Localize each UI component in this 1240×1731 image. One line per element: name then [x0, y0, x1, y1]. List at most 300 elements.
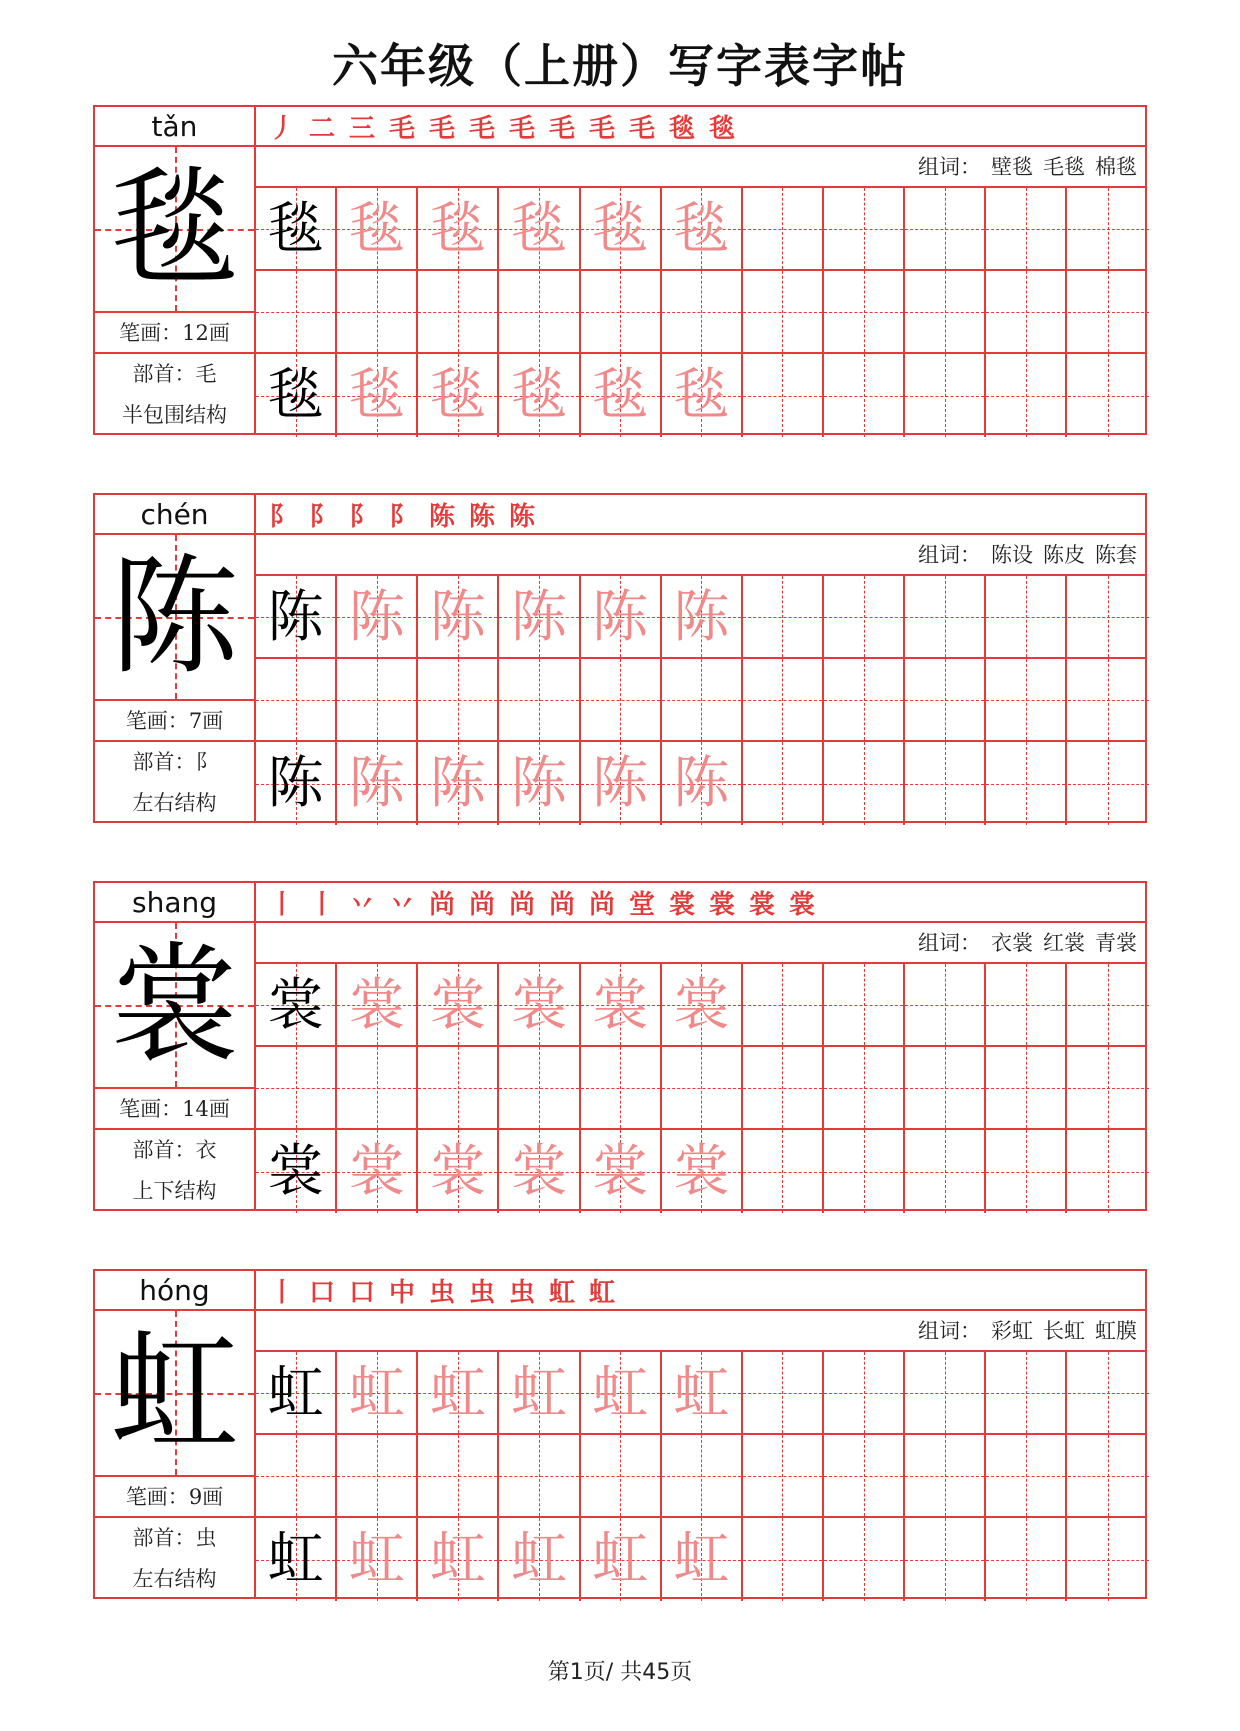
model-character-cell: [95, 1311, 254, 1477]
radical: [95, 354, 254, 395]
writing-cell[interactable]: [418, 1047, 499, 1128]
writing-cell[interactable]: [581, 188, 662, 269]
writing-cell[interactable]: [337, 576, 418, 657]
trace-character: 陈: [592, 585, 649, 650]
stroke-count: [95, 1089, 254, 1130]
stroke-step: 毛: [548, 113, 575, 144]
words-label: 组词：: [918, 543, 981, 567]
character-block: [93, 105, 1147, 435]
writing-cell[interactable]: [905, 1047, 986, 1128]
grid-row: [256, 1047, 1145, 1130]
writing-cell[interactable]: [499, 354, 580, 437]
trace-character: 毯: [592, 363, 649, 428]
trace-character: 毯: [429, 197, 486, 262]
trace-character: 陈: [511, 585, 567, 650]
stroke-step: 虹: [548, 1277, 575, 1308]
stroke-step: 丨: [308, 889, 335, 920]
stroke-step: 尚: [428, 889, 455, 920]
stroke-count: [95, 701, 254, 742]
stroke-step: 丨: [268, 1277, 295, 1308]
grid-row: [256, 659, 1145, 742]
writing-cell[interactable]: [824, 659, 905, 740]
writing-cell[interactable]: [256, 964, 337, 1045]
writing-cell[interactable]: [986, 188, 1067, 269]
writing-cell[interactable]: [824, 1435, 905, 1516]
writing-cell[interactable]: [581, 742, 662, 825]
writing-cell[interactable]: [986, 659, 1067, 740]
model-character-cell: [95, 147, 254, 313]
writing-cell[interactable]: [905, 964, 986, 1045]
words-label: 组词：: [918, 1319, 981, 1343]
writing-cell[interactable]: [824, 271, 905, 352]
writing-cell[interactable]: [337, 742, 418, 825]
grid-row: [256, 1435, 1145, 1518]
writing-cell[interactable]: [499, 964, 580, 1045]
word-examples: [256, 923, 1145, 964]
trace-character: 虹: [511, 1527, 567, 1592]
stroke-step: 虫: [508, 1277, 535, 1308]
writing-cell[interactable]: [905, 659, 986, 740]
word-example: 陈皮: [1043, 543, 1085, 567]
trace-character: 裳: [511, 973, 567, 1038]
trace-character: 毯: [592, 197, 649, 262]
writing-cell[interactable]: [256, 271, 337, 352]
model-character-cell: [95, 923, 254, 1089]
trace-character: 陈: [429, 751, 486, 816]
writing-cell[interactable]: [905, 354, 986, 437]
writing-cell[interactable]: [905, 742, 986, 825]
writing-cell[interactable]: [824, 354, 905, 437]
writing-cell[interactable]: [824, 964, 905, 1045]
writing-cell[interactable]: [418, 659, 499, 740]
radical-label: 部首：: [132, 1526, 196, 1550]
stroke-count-label: 笔画：: [125, 1485, 189, 1509]
writing-cell[interactable]: [824, 576, 905, 657]
writing-cell[interactable]: [499, 1518, 580, 1601]
stroke-step: 中: [388, 1277, 415, 1308]
writing-cell[interactable]: [662, 1352, 743, 1433]
word-example: 陈设: [991, 543, 1033, 567]
writing-cell[interactable]: [1068, 742, 1149, 825]
stroke-step: 尚: [548, 889, 575, 920]
writing-cell[interactable]: [743, 1047, 824, 1128]
word-examples: [256, 147, 1145, 188]
trace-character: 毯: [511, 197, 567, 262]
writing-cell[interactable]: [986, 964, 1067, 1045]
page-title: 六年级（上册）写字表字帖: [332, 39, 908, 93]
stroke-step: 口: [348, 1277, 375, 1308]
writing-cell[interactable]: [581, 1047, 662, 1128]
writing-cell[interactable]: [581, 271, 662, 352]
word-example: 毛毯: [1043, 155, 1085, 179]
stroke-count-value: 7画: [188, 709, 224, 733]
writing-cell[interactable]: [418, 354, 499, 437]
writing-cell[interactable]: [1068, 188, 1149, 269]
writing-cell[interactable]: [824, 1130, 905, 1213]
writing-cell[interactable]: [337, 354, 418, 437]
stroke-order-row: [256, 1271, 1145, 1311]
stroke-order-row: [256, 107, 1145, 147]
word-example: 虹膜: [1095, 1319, 1137, 1343]
writing-cell[interactable]: [986, 576, 1067, 657]
radical-label: 部首：: [132, 1138, 196, 1162]
trace-character: 陈: [673, 585, 730, 650]
stroke-step: 毛: [468, 113, 495, 144]
practice-grid: [256, 964, 1145, 1209]
writing-cell[interactable]: [418, 1130, 499, 1213]
writing-cell[interactable]: [256, 659, 337, 740]
stroke-step: 堂: [628, 889, 655, 920]
pinyin: tǎn: [95, 107, 254, 147]
stroke-step: 毯: [708, 113, 735, 144]
writing-cell[interactable]: [337, 1518, 418, 1601]
writing-cell[interactable]: [743, 1518, 824, 1601]
writing-cell[interactable]: [1068, 1047, 1149, 1128]
writing-cell[interactable]: [581, 1518, 662, 1601]
stroke-step: 裳: [708, 889, 735, 920]
trace-character: 虹: [348, 1361, 405, 1426]
structure: 左右结构: [132, 791, 217, 815]
words-label: 组词：: [918, 931, 981, 955]
writing-cell[interactable]: [1068, 1435, 1149, 1516]
writing-cell[interactable]: [256, 188, 337, 269]
writing-cell[interactable]: [905, 271, 986, 352]
stroke-step: 毛: [508, 113, 535, 144]
info-column: [95, 1271, 256, 1597]
writing-cell[interactable]: [337, 271, 418, 352]
trace-character: 陈: [429, 585, 486, 650]
writing-cell[interactable]: [662, 742, 743, 825]
trace-character: 毯: [673, 197, 730, 262]
stroke-count-label: 笔画：: [119, 1097, 183, 1121]
writing-cell[interactable]: [337, 659, 418, 740]
model-character: 虹: [267, 1361, 324, 1426]
stroke-step: 尚: [588, 889, 615, 920]
writing-cell[interactable]: [743, 659, 824, 740]
stroke-step: 虹: [588, 1277, 615, 1308]
radical-value: 阝: [195, 750, 217, 774]
trace-character: 毯: [348, 197, 405, 262]
writing-cell[interactable]: [256, 576, 337, 657]
writing-cell[interactable]: [256, 1518, 337, 1601]
writing-cell[interactable]: [337, 964, 418, 1045]
writing-cell[interactable]: [1068, 1518, 1149, 1601]
writing-cell[interactable]: [499, 576, 580, 657]
writing-cell[interactable]: [418, 964, 499, 1045]
model-character: 裳: [110, 931, 239, 1080]
word-examples: [256, 535, 1145, 576]
writing-cell[interactable]: [337, 1047, 418, 1128]
trace-character: 毯: [348, 363, 405, 428]
character-block: [93, 493, 1147, 823]
word-example: 青裳: [1095, 931, 1137, 955]
radical-value: 衣: [195, 1138, 217, 1162]
writing-cell[interactable]: [743, 354, 824, 437]
trace-character: 裳: [592, 973, 649, 1038]
pinyin: hóng: [95, 1271, 254, 1311]
writing-cell[interactable]: [986, 1130, 1067, 1213]
stroke-order-row: [256, 883, 1145, 923]
grid-row: [256, 1352, 1145, 1435]
writing-cell[interactable]: [1068, 659, 1149, 740]
writing-cell[interactable]: [662, 659, 743, 740]
stroke-step: 二: [308, 113, 335, 144]
stroke-step: 裳: [788, 889, 815, 920]
writing-cell[interactable]: [256, 1435, 337, 1516]
trace-character: 虹: [348, 1527, 405, 1592]
writing-cell[interactable]: [418, 188, 499, 269]
model-character: 毯: [267, 197, 324, 262]
structure: 半包围结构: [122, 403, 227, 427]
writing-cell[interactable]: [905, 188, 986, 269]
writing-cell[interactable]: [824, 742, 905, 825]
trace-character: 裳: [592, 1139, 649, 1204]
writing-cell[interactable]: [986, 742, 1067, 825]
page-footer: 第1页/ 共45页: [547, 1660, 693, 1685]
model-character: 毯: [267, 363, 324, 428]
writing-cell[interactable]: [743, 1435, 824, 1516]
writing-cell[interactable]: [581, 576, 662, 657]
writing-cell[interactable]: [256, 354, 337, 437]
writing-cell[interactable]: [824, 1518, 905, 1601]
stroke-step: 毛: [428, 113, 455, 144]
stroke-step: 毛: [628, 113, 655, 144]
writing-cell[interactable]: [256, 1130, 337, 1213]
writing-cell[interactable]: [581, 354, 662, 437]
writing-cell[interactable]: [905, 1435, 986, 1516]
writing-cell[interactable]: [337, 1435, 418, 1516]
grid-row: [256, 1518, 1145, 1601]
model-character: 裳: [267, 973, 324, 1038]
word-example: 陈套: [1095, 543, 1137, 567]
model-character: 陈: [110, 543, 239, 692]
writing-cell[interactable]: [743, 576, 824, 657]
writing-cell[interactable]: [499, 1130, 580, 1213]
trace-character: 裳: [348, 1139, 405, 1204]
stroke-step: 尚: [468, 889, 495, 920]
writing-cell[interactable]: [499, 271, 580, 352]
model-character-cell: [95, 535, 254, 701]
grid-row: [256, 354, 1145, 437]
word-example: 红裳: [1043, 931, 1085, 955]
stroke-count-value: 12画: [182, 321, 230, 345]
writing-cell[interactable]: [905, 576, 986, 657]
stroke-step: 虫: [468, 1277, 495, 1308]
grid-row: [256, 576, 1145, 659]
character-block: [93, 1269, 1147, 1599]
trace-character: 陈: [673, 751, 730, 816]
writing-cell[interactable]: [662, 1047, 743, 1128]
writing-cell[interactable]: [986, 1518, 1067, 1601]
radical-value: 虫: [195, 1526, 217, 1550]
trace-character: 虹: [673, 1527, 730, 1592]
writing-cell[interactable]: [337, 1352, 418, 1433]
stroke-step: 丷: [388, 889, 415, 920]
writing-cell[interactable]: [581, 1435, 662, 1516]
radical: [95, 1130, 254, 1171]
writing-cell[interactable]: [1068, 1352, 1149, 1433]
stroke-step: 裳: [748, 889, 775, 920]
writing-cell[interactable]: [499, 659, 580, 740]
writing-cell[interactable]: [824, 188, 905, 269]
stroke-step: 裳: [668, 889, 695, 920]
stroke-count-value: 9画: [188, 1485, 224, 1509]
stroke-order-row: [256, 495, 1145, 535]
trace-character: 虹: [673, 1361, 730, 1426]
writing-cell[interactable]: [337, 188, 418, 269]
stroke-step: 尚: [508, 889, 535, 920]
grid-row: [256, 964, 1145, 1047]
stroke-count-label: 笔画：: [125, 709, 189, 733]
writing-cell[interactable]: [662, 1435, 743, 1516]
trace-character: 陈: [348, 751, 405, 816]
structure: 上下结构: [132, 1179, 217, 1203]
stroke-step: 丿: [268, 113, 295, 144]
writing-cell[interactable]: [986, 1047, 1067, 1128]
word-example: 彩虹: [991, 1319, 1033, 1343]
writing-cell[interactable]: [986, 1352, 1067, 1433]
writing-cell[interactable]: [256, 742, 337, 825]
model-character: 陈: [267, 751, 324, 816]
info-column: [95, 883, 256, 1209]
stroke-step: 陈: [428, 501, 455, 532]
writing-cell[interactable]: [662, 188, 743, 269]
stroke-step: 阝: [388, 501, 415, 532]
writing-cell[interactable]: [256, 1047, 337, 1128]
writing-cell[interactable]: [905, 1518, 986, 1601]
writing-cell[interactable]: [499, 742, 580, 825]
writing-cell[interactable]: [743, 1352, 824, 1433]
model-character: 陈: [267, 585, 324, 650]
stroke-count-label: 笔画：: [119, 321, 183, 345]
writing-cell[interactable]: [1068, 354, 1149, 437]
writing-cell[interactable]: [986, 271, 1067, 352]
writing-cell[interactable]: [337, 1130, 418, 1213]
writing-cell[interactable]: [662, 1130, 743, 1213]
writing-cell[interactable]: [418, 576, 499, 657]
writing-cell[interactable]: [418, 271, 499, 352]
word-examples: [256, 1311, 1145, 1352]
trace-character: 陈: [348, 585, 405, 650]
writing-cell[interactable]: [1068, 964, 1149, 1045]
trace-character: 陈: [511, 751, 567, 816]
writing-cell[interactable]: [905, 1352, 986, 1433]
trace-character: 毯: [673, 363, 730, 428]
stroke-step: 阝: [348, 501, 375, 532]
grid-row: [256, 742, 1145, 825]
stroke-step: 阝: [268, 501, 295, 532]
writing-cell[interactable]: [1068, 1130, 1149, 1213]
info-column: [95, 107, 256, 433]
writing-cell[interactable]: [418, 1518, 499, 1601]
writing-cell[interactable]: [499, 1047, 580, 1128]
radical: [95, 1518, 254, 1559]
writing-cell[interactable]: [986, 354, 1067, 437]
trace-character: 虹: [429, 1361, 486, 1426]
grid-row: [256, 271, 1145, 354]
trace-character: 毯: [511, 363, 567, 428]
stroke-step: 丨: [268, 889, 295, 920]
writing-cell[interactable]: [418, 1352, 499, 1433]
stroke-step: 毛: [388, 113, 415, 144]
writing-cell[interactable]: [743, 188, 824, 269]
stroke-step: 虫: [428, 1277, 455, 1308]
stroke-step: 陈: [468, 501, 495, 532]
radical: [95, 742, 254, 783]
stroke-step: 阝: [308, 501, 335, 532]
trace-character: 陈: [592, 751, 649, 816]
writing-cell[interactable]: [1068, 576, 1149, 657]
writing-cell[interactable]: [418, 1435, 499, 1516]
model-character: 毯: [110, 155, 239, 304]
info-column: [95, 495, 256, 821]
writing-cell[interactable]: [824, 1352, 905, 1433]
words-label: 组词：: [918, 155, 981, 179]
writing-cell[interactable]: [743, 1130, 824, 1213]
trace-character: 虹: [511, 1361, 567, 1426]
writing-cell[interactable]: [743, 742, 824, 825]
structure: 左右结构: [132, 1567, 217, 1591]
writing-cell[interactable]: [499, 1435, 580, 1516]
model-character: 裳: [267, 1139, 324, 1204]
writing-cell[interactable]: [662, 576, 743, 657]
writing-cell[interactable]: [499, 188, 580, 269]
writing-cell[interactable]: [662, 964, 743, 1045]
trace-character: 虹: [429, 1527, 486, 1592]
trace-character: 毯: [429, 363, 486, 428]
stroke-step: 丷: [348, 889, 375, 920]
radical-label: 部首：: [132, 750, 196, 774]
writing-cell[interactable]: [499, 1352, 580, 1433]
writing-cell[interactable]: [743, 271, 824, 352]
grid-row: [256, 188, 1145, 271]
trace-character: 裳: [673, 973, 730, 1038]
trace-character: 虹: [592, 1361, 649, 1426]
writing-cell[interactable]: [662, 271, 743, 352]
writing-cell[interactable]: [986, 1435, 1067, 1516]
practice-grid: [256, 188, 1145, 433]
stroke-step: 口: [308, 1277, 335, 1308]
writing-cell[interactable]: [418, 742, 499, 825]
practice-grid: [256, 576, 1145, 821]
trace-character: 裳: [673, 1139, 730, 1204]
writing-cell[interactable]: [581, 1352, 662, 1433]
writing-cell[interactable]: [662, 1518, 743, 1601]
writing-cell[interactable]: [581, 1130, 662, 1213]
writing-cell[interactable]: [662, 354, 743, 437]
writing-cell[interactable]: [256, 1352, 337, 1433]
word-example: 衣裳: [991, 931, 1033, 955]
writing-cell[interactable]: [905, 1130, 986, 1213]
stroke-count-value: 14画: [182, 1097, 230, 1121]
trace-character: 裳: [348, 973, 405, 1038]
grid-row: [256, 1130, 1145, 1213]
trace-character: 裳: [429, 973, 486, 1038]
writing-cell[interactable]: [581, 964, 662, 1045]
writing-cell[interactable]: [743, 964, 824, 1045]
stroke-step: 毛: [588, 113, 615, 144]
writing-cell[interactable]: [581, 659, 662, 740]
writing-cell[interactable]: [1068, 271, 1149, 352]
trace-character: 裳: [511, 1139, 567, 1204]
radical-value: 毛: [195, 362, 217, 386]
character-block: [93, 881, 1147, 1211]
writing-cell[interactable]: [824, 1047, 905, 1128]
stroke-count: [95, 313, 254, 354]
radical-label: 部首：: [132, 362, 196, 386]
trace-character: 裳: [429, 1139, 486, 1204]
stroke-step: 陈: [508, 501, 535, 532]
